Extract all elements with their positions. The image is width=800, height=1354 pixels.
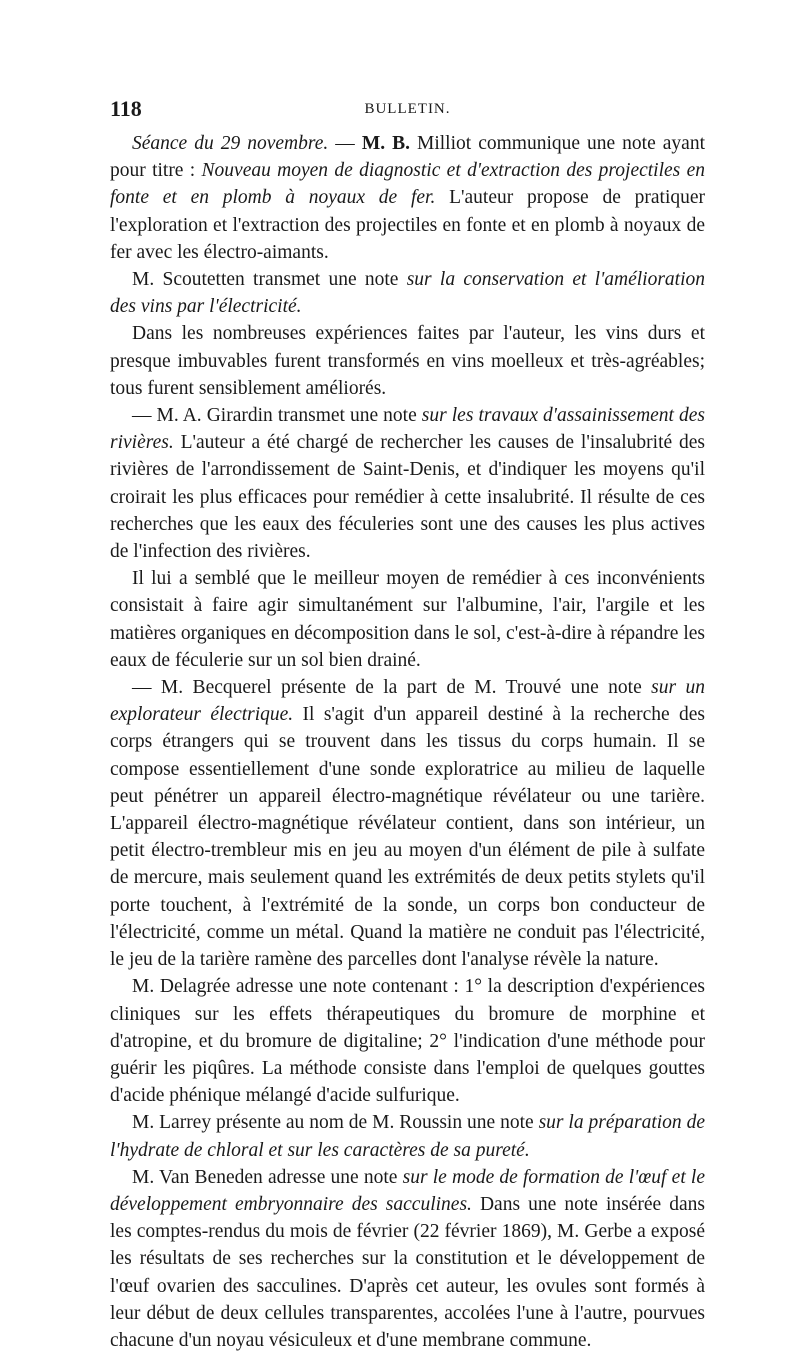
author-initial: M. — [132, 1112, 155, 1134]
note-title: sur les travaux d'assainissement des rivières. — [110, 405, 706, 454]
note-title: sur le mode de formation de l'œuf et le développement embryonnaire des sacculines. — [110, 1166, 705, 1215]
page-header — [110, 96, 705, 122]
note-title: Nouveau moyen de diagnostic et d'extraction des projectiles en fonte et en plomb à noyaux de fer. — [110, 160, 705, 209]
dash: — — [132, 677, 161, 699]
author-initial: M. — [132, 1166, 155, 1188]
paragraph-larrey — [110, 1109, 705, 1163]
text: Dans les nombreuses expériences faites par l'auteur, les vins durs et presque imbuvables furent transformés en vins moelleux et très-agréables; tous furent sensiblement améliorés. — [110, 323, 705, 399]
text: Girardin transmet une note — [201, 405, 422, 427]
text: L'auteur propose de pratiquer l'exploration et l'extraction des projectiles en fonte et en plomb à noyaux de fer avec les électro-aimants. — [110, 187, 706, 263]
text: Roussin une note — [394, 1112, 539, 1134]
author-initial: M. A. — [156, 405, 202, 427]
note-title: sur un explorateur électrique. — [110, 677, 706, 726]
text: Trouvé une note — [496, 677, 652, 699]
dash: — — [328, 133, 362, 154]
dash: — — [132, 405, 157, 427]
paragraph-girardin — [110, 402, 705, 565]
author-initial: M. — [557, 1221, 580, 1243]
paragraph-delagree — [110, 973, 705, 1109]
author-initial: M. — [132, 976, 155, 998]
text: Delagrée adresse une note contenant : 1° la description d'expériences cliniques sur les effets thérapeutiques du bromure de morphine et d'atropine, et du bromure de digitaline; 2° l'indication d'une méthode pour guérir les piqûres. La méthode consiste dans l'emploi de quelques gouttes d'acide phénique mélangé d'acide sulfurique. — [110, 976, 705, 1107]
text: Scoutetten transmet une note — [154, 269, 407, 291]
author-initial: M. — [474, 677, 497, 699]
text: L'auteur a été chargé de rechercher les causes de l'insalubrité des rivières de l'arrondissement de Saint-Denis, et d'indiquer les moyens qu'il croirait les plus efficaces pour remédier à cette insalubrité. Il résulte de ces recherches que les eaux des féculeries sont une des causes les plus actives de l'infection des rivières. — [110, 432, 705, 563]
text: Milliot communique une note ayant pour titre : — [110, 133, 705, 182]
text: Van Beneden adresse une note — [154, 1166, 403, 1188]
text: Becquerel présente de la part de — [183, 677, 475, 699]
page-number: 118 — [110, 96, 142, 121]
text: Il s'agit d'un appareil destiné à la recherche des corps étrangers qui se trouvent dans les tissus du corps humain. Il se compose essentiellement d'une sonde exploratrice au milieu de laquelle peut pénétrer un appareil électro-magnétique révélateur ou une tarière. L'appareil électro-magnétique révélateur contient, dans son intérieur, un petit électro-trembleur mis en jeu au moyen d'un élément de pile à sulfate de mercure, mais seulement quand les extrémités de deux petits stylets qu'il porte touchent, à l'extrémité de la sonde, un corps bon conducteur de l'électricité, comme un métal. Quand la matière ne conduit pas l'électricité, le jeu de la tarière ramène des parcelles dont l'analyse révèle la nature. — [110, 704, 705, 971]
author-initial: M. B. — [361, 133, 410, 154]
text: Gerbe a exposé les résultats de ses recherches sur la constitution et le développement de l'œuf ovarien des sacculines. D'après cet auteur, les ovules sont formés à leur début de deux cellules transparentes, accolées l'une à l'autre, pourvues chacune d'un noyau vésiculeux et d'une membrane commune. — [110, 1221, 705, 1351]
note-title: sur la conservation et l'amélioration des vins par l'électricité. — [110, 269, 705, 318]
author-initial: M. — [372, 1112, 395, 1134]
paragraph-scoutetten — [110, 266, 705, 320]
text: Il lui a semblé que le meilleur moyen de remédier à ces inconvénients consistait à faire agir simultanément sur l'albumine, l'air, l'argile et les matières organiques en décomposition dans le sol, c'est-à-dire à répandre les eaux de féculerie sur un sol bien drainé. — [110, 568, 705, 671]
note-title: sur la préparation de l'hydrate de chloral et sur les caractères de sa pureté. — [110, 1112, 705, 1161]
paragraph-milliot — [110, 130, 705, 266]
paragraph-wines — [110, 320, 705, 402]
running-head: BULLETIN. — [364, 101, 451, 117]
author-initial: M. — [160, 677, 184, 699]
text: Dans une note insérée dans les comptes-rendus du mois de février (22 février 1869), — [110, 1193, 705, 1243]
paragraph-remedy — [110, 565, 705, 674]
author-initial: M. — [132, 269, 155, 291]
paragraph-van-beneden — [110, 1164, 705, 1354]
text: Larrey présente au nom de — [154, 1112, 373, 1134]
session-date: Séance du 29 novembre. — [132, 133, 329, 154]
paragraph-becquerel — [110, 674, 705, 973]
body-text — [110, 130, 705, 1354]
